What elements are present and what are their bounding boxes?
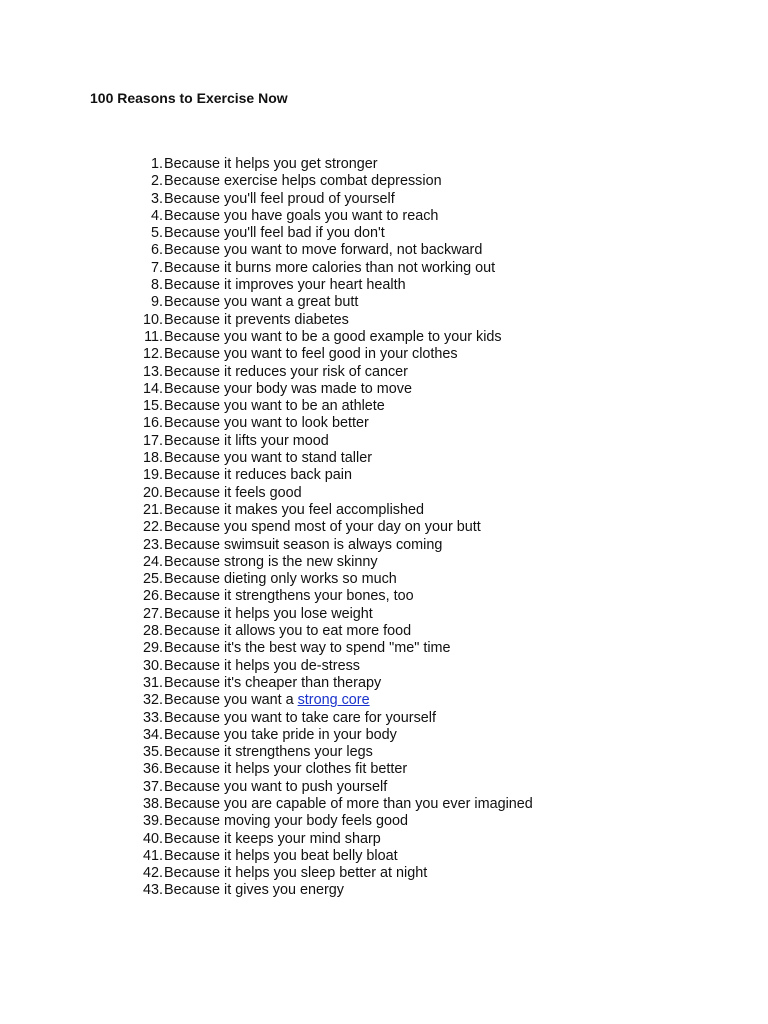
list-item-text bbox=[164, 502, 424, 519]
list-item-text bbox=[164, 346, 458, 363]
list-item-number: 24. bbox=[142, 553, 163, 570]
list-item-label: Because it lifts your mood bbox=[164, 432, 329, 449]
list-item bbox=[133, 501, 424, 519]
list-item-label: Because it makes you feel accomplished bbox=[164, 501, 424, 518]
list-item-number: 29. bbox=[142, 640, 163, 657]
list-item-text bbox=[164, 727, 397, 744]
list-item bbox=[133, 415, 369, 432]
list-item-label: Because it burns more calories than not working out bbox=[164, 259, 496, 276]
list-item-text bbox=[164, 519, 481, 536]
document-title: 100 Reasons to Exercise Now bbox=[90, 90, 288, 106]
list-item-number: 34. bbox=[142, 726, 163, 743]
list-item-text bbox=[164, 813, 408, 830]
list-item bbox=[133, 813, 408, 830]
list-item bbox=[133, 467, 352, 484]
list-item-label: Because it strengthens your bones, too bbox=[164, 588, 414, 605]
reasons-list bbox=[133, 156, 533, 900]
list-item-label: Because it strengthens your legs bbox=[164, 744, 373, 761]
list-item bbox=[133, 190, 395, 208]
list-item-text bbox=[164, 848, 398, 865]
list-item-label: Because it reduces your risk of cancer bbox=[164, 363, 408, 380]
list-item-label: Because you spend most of your day on your butt bbox=[164, 519, 481, 536]
list-item bbox=[133, 605, 373, 623]
list-item bbox=[133, 156, 378, 173]
list-item-text bbox=[164, 191, 395, 208]
list-item-text bbox=[164, 761, 407, 778]
list-item-number: 42. bbox=[142, 865, 163, 882]
list-item-number: 28. bbox=[142, 623, 163, 640]
list-item-number: 23. bbox=[142, 536, 163, 553]
list-item-label: Because you want to be an athlete bbox=[164, 398, 385, 415]
list-item-text bbox=[164, 260, 495, 277]
list-item bbox=[133, 623, 412, 640]
list-item-number: 22. bbox=[142, 519, 163, 536]
list-item-label: Because it prevents diabetes bbox=[164, 311, 349, 328]
list-item bbox=[133, 294, 359, 311]
list-item-text bbox=[164, 865, 427, 882]
list-item-label: Because it's the best way to spend "me" time bbox=[164, 640, 451, 657]
list-item-label: Because you want to take care for yourself bbox=[164, 709, 436, 726]
list-item bbox=[133, 225, 385, 242]
list-item-text bbox=[164, 796, 533, 813]
list-item-label: Because you have goals you want to reach bbox=[164, 207, 439, 224]
list-item-label: Because exercise helps combat depression bbox=[164, 173, 442, 190]
list-item bbox=[133, 640, 451, 657]
list-item-text bbox=[164, 485, 302, 502]
list-item-label: Because you want to look better bbox=[164, 415, 369, 432]
list-item bbox=[133, 536, 443, 554]
list-item-label: Because you want to push yourself bbox=[164, 778, 388, 795]
list-item-number: 26. bbox=[142, 588, 163, 605]
list-item-text bbox=[164, 329, 502, 346]
list-item-label: Because dieting only works so much bbox=[164, 571, 397, 588]
list-item-text bbox=[164, 450, 372, 467]
list-item-text bbox=[164, 398, 385, 415]
list-item-number: 13. bbox=[142, 363, 163, 380]
list-item bbox=[133, 726, 397, 744]
list-item-number: 30. bbox=[142, 657, 163, 674]
list-item-number: 27. bbox=[142, 605, 163, 622]
list-item-label: Because you want to be a good example to your kids bbox=[164, 328, 502, 345]
list-item-label: Because it allows you to eat more food bbox=[164, 623, 412, 640]
list-item-text bbox=[164, 277, 406, 294]
list-item bbox=[133, 519, 481, 536]
list-item-text bbox=[164, 831, 381, 848]
list-item-text bbox=[164, 675, 381, 692]
list-item-number: 4. bbox=[150, 207, 163, 224]
list-item-number: 10. bbox=[142, 311, 163, 328]
list-item bbox=[133, 709, 436, 727]
list-item-text bbox=[164, 606, 373, 623]
list-item-label: Because it improves your heart health bbox=[164, 277, 406, 294]
list-item bbox=[133, 795, 533, 813]
list-item-label: Because swimsuit season is always coming bbox=[164, 536, 443, 553]
list-item bbox=[133, 882, 344, 899]
list-item-number: 6. bbox=[150, 242, 163, 259]
list-item-text bbox=[164, 312, 349, 329]
list-item-label: Because your body was made to move bbox=[164, 380, 412, 397]
list-item bbox=[133, 571, 397, 588]
list-item-text bbox=[164, 208, 438, 225]
list-item-number: 40. bbox=[142, 830, 163, 847]
list-item-number: 19. bbox=[142, 467, 163, 484]
list-item-label: Because moving your body feels good bbox=[164, 813, 408, 830]
list-item-text bbox=[164, 554, 378, 571]
list-item-text bbox=[164, 640, 451, 657]
list-item bbox=[133, 865, 428, 882]
list-item bbox=[133, 311, 349, 329]
list-item bbox=[133, 398, 385, 415]
list-item-text bbox=[164, 658, 360, 675]
list-item-label: Because you are capable of more than you ever imagined bbox=[164, 795, 533, 812]
list-item bbox=[133, 657, 360, 675]
list-item bbox=[133, 692, 370, 709]
list-item-text bbox=[164, 692, 370, 709]
list-item-text bbox=[164, 710, 436, 727]
list-item-label: Because you want to feel good in your clothes bbox=[164, 346, 458, 363]
list-item-label: Because it helps you de-stress bbox=[164, 657, 360, 674]
list-item-text bbox=[164, 744, 373, 761]
list-item-number: 1. bbox=[150, 156, 163, 172]
list-item-label: Because you want a bbox=[164, 692, 298, 709]
list-item-text bbox=[164, 537, 442, 554]
list-item-number: 39. bbox=[142, 813, 163, 830]
list-item-label: Because it helps you sleep better at night bbox=[164, 865, 428, 882]
list-item bbox=[133, 847, 398, 865]
list-item-text bbox=[164, 225, 385, 242]
list-item-label: Because it feels good bbox=[164, 484, 302, 501]
list-item-number: 37. bbox=[142, 778, 163, 795]
list-item-number: 16. bbox=[142, 415, 163, 432]
list-item-number: 11. bbox=[144, 328, 163, 345]
list-item-text bbox=[164, 882, 344, 899]
list-item-number: 18. bbox=[142, 450, 163, 467]
list-item-label: Because it keeps your mind sharp bbox=[164, 830, 381, 847]
list-item bbox=[133, 553, 378, 571]
list-item bbox=[133, 674, 382, 692]
list-item-number: 38. bbox=[142, 795, 163, 812]
list-item-text bbox=[164, 381, 412, 398]
list-item bbox=[133, 484, 302, 502]
list-item bbox=[133, 744, 373, 761]
list-item-text bbox=[164, 571, 397, 588]
list-item bbox=[133, 328, 502, 346]
list-item-number: 12. bbox=[142, 346, 163, 363]
list-item-number: 7. bbox=[150, 259, 163, 276]
list-item-text bbox=[164, 294, 358, 311]
list-item-label: Because you'll feel bad if you don't bbox=[164, 225, 385, 242]
list-item-label: Because it reduces back pain bbox=[164, 467, 352, 484]
list-item bbox=[133, 363, 408, 381]
list-item-number: 20. bbox=[142, 484, 163, 501]
list-item-number: 17. bbox=[142, 432, 163, 449]
strong-core-link[interactable]: strong core bbox=[297, 692, 370, 709]
list-item-label: Because you want a great butt bbox=[164, 294, 359, 311]
list-item bbox=[133, 259, 496, 277]
list-item bbox=[133, 450, 372, 467]
list-item-text bbox=[164, 156, 378, 173]
list-item-text bbox=[164, 588, 414, 605]
list-item-label: Because strong is the new skinny bbox=[164, 553, 378, 570]
list-item-text bbox=[164, 173, 442, 190]
list-item-label: Because it helps you beat belly bloat bbox=[164, 847, 398, 864]
list-item-number: 8. bbox=[150, 277, 163, 294]
list-item bbox=[133, 346, 458, 363]
list-item-label: Because you'll feel proud of yourself bbox=[164, 190, 395, 207]
list-item-label: Because it helps you lose weight bbox=[164, 605, 373, 622]
list-item-text bbox=[164, 364, 408, 381]
list-item bbox=[133, 778, 388, 796]
list-item-label: Because it's cheaper than therapy bbox=[164, 674, 382, 691]
list-item-label: Because you want to move forward, not backward bbox=[164, 242, 483, 259]
list-item-number: 9. bbox=[150, 294, 163, 311]
list-item-text bbox=[164, 242, 482, 259]
list-item-number: 41. bbox=[142, 847, 163, 864]
list-item bbox=[133, 242, 483, 259]
list-item-number: 2. bbox=[150, 173, 163, 190]
list-item-text bbox=[164, 779, 387, 796]
list-item-label: Because it helps you get stronger bbox=[164, 156, 378, 172]
list-item bbox=[133, 207, 439, 225]
list-item-number: 36. bbox=[142, 761, 163, 778]
list-item bbox=[133, 588, 414, 605]
list-item bbox=[133, 173, 442, 190]
list-item-label: Because it gives you energy bbox=[164, 882, 344, 899]
list-item-number: 25. bbox=[142, 571, 163, 588]
list-item-text bbox=[164, 467, 352, 484]
list-item-number: 31. bbox=[142, 674, 163, 691]
list-item-number: 32. bbox=[142, 692, 163, 709]
list-item-number: 33. bbox=[142, 709, 163, 726]
list-item-number: 43. bbox=[142, 882, 163, 899]
list-item-number: 15. bbox=[142, 398, 163, 415]
list-item-number: 21. bbox=[142, 501, 163, 518]
list-item bbox=[133, 432, 329, 450]
list-item-text bbox=[164, 415, 369, 432]
list-item-number: 5. bbox=[150, 225, 163, 242]
list-item-label: Because you take pride in your body bbox=[164, 726, 397, 743]
list-item bbox=[133, 277, 406, 294]
list-item-label: Because it helps your clothes fit better bbox=[164, 761, 408, 778]
list-item-number: 3. bbox=[150, 190, 163, 207]
list-item-number: 14. bbox=[142, 380, 163, 397]
list-item bbox=[133, 830, 381, 848]
list-item-label: Because you want to stand taller bbox=[164, 450, 372, 467]
list-item-text bbox=[164, 433, 329, 450]
list-item-text bbox=[164, 623, 411, 640]
list-item bbox=[133, 380, 412, 398]
list-item bbox=[133, 761, 408, 778]
list-item-number: 35. bbox=[142, 744, 163, 761]
